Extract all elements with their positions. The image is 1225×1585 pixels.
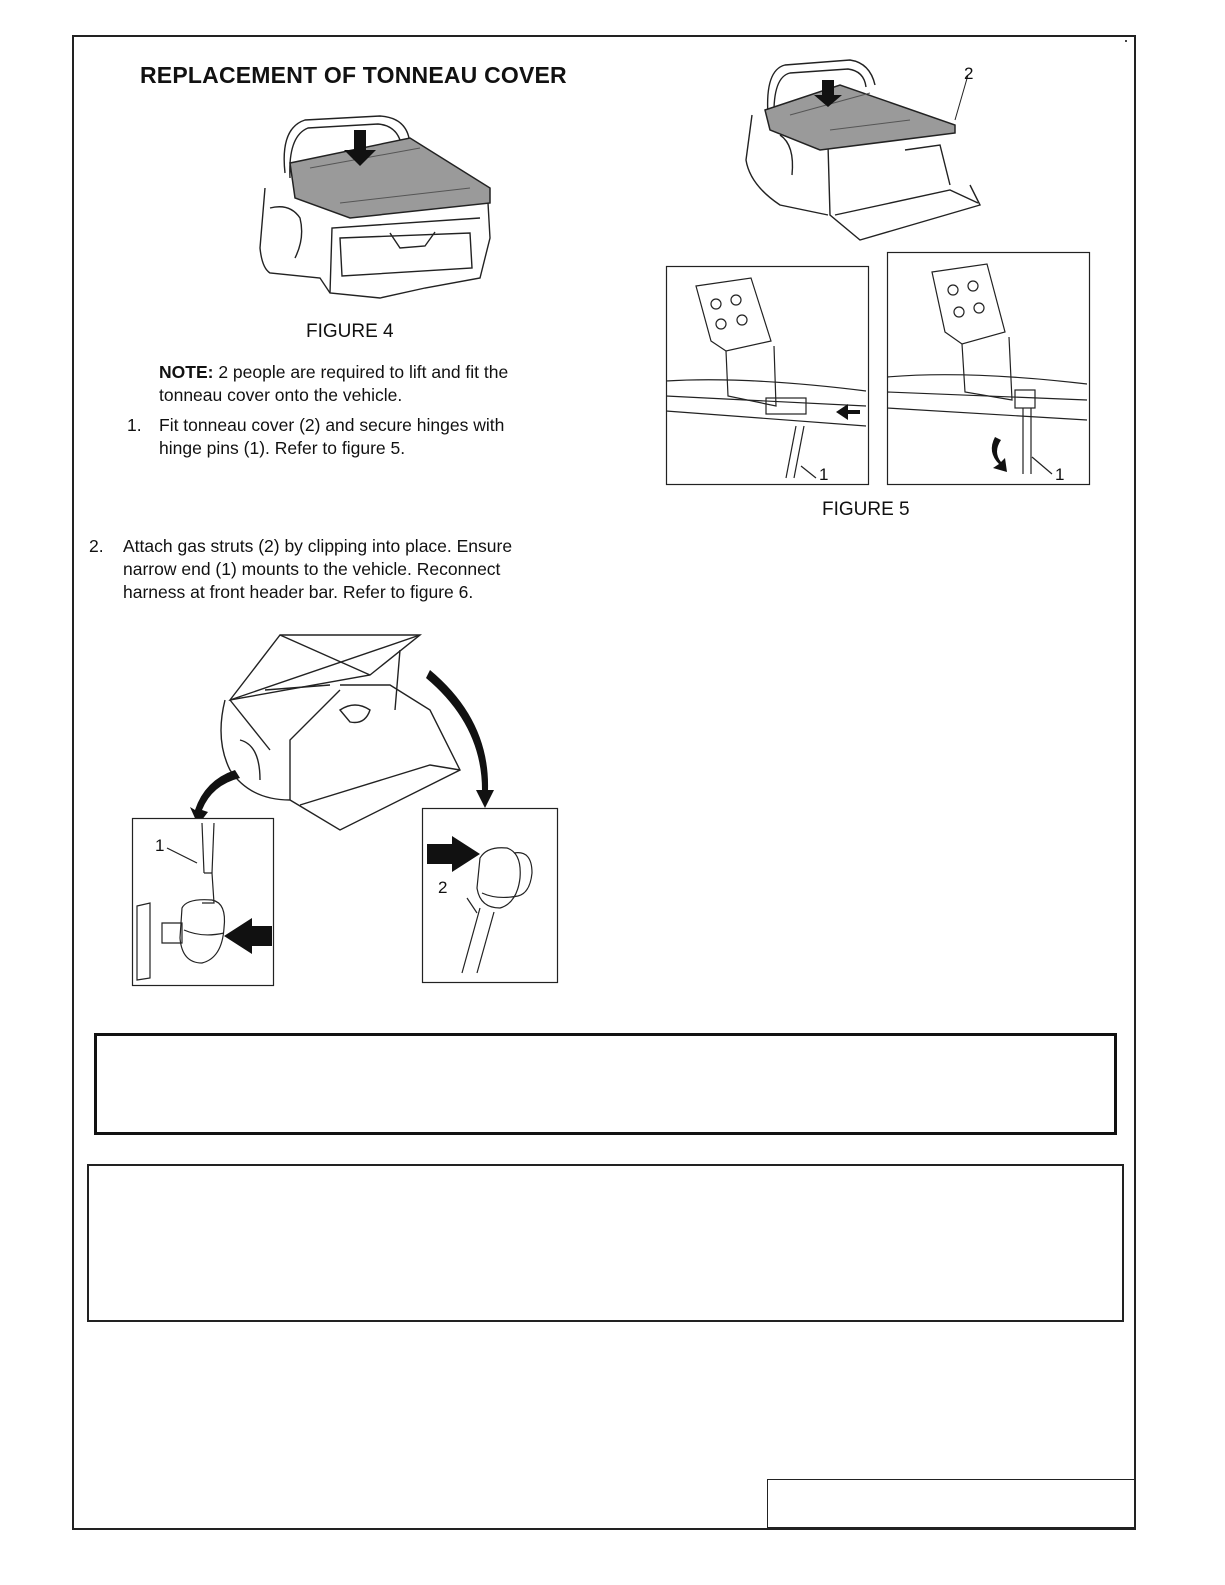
reference-box bbox=[767, 1479, 1135, 1528]
step-2 bbox=[89, 535, 599, 604]
figure-4-illustration bbox=[250, 108, 500, 303]
callout-pin-1-right: 1 bbox=[1055, 465, 1065, 484]
figure-5-left-panel bbox=[666, 266, 869, 485]
information-box bbox=[87, 1164, 1124, 1322]
callout-gas-strut-2: 2 bbox=[438, 878, 448, 897]
callout-narrow-end-1: 1 bbox=[155, 836, 165, 855]
step-2-number: 2. bbox=[89, 536, 104, 556]
corner-mark bbox=[1125, 40, 1127, 42]
figure-5-right-panel bbox=[887, 252, 1090, 485]
step-1-number: 1. bbox=[127, 415, 142, 435]
note-paragraph bbox=[159, 361, 589, 407]
callout-cover-2: 2 bbox=[964, 64, 974, 83]
note-text-line2: tonneau cover onto the vehicle. bbox=[159, 385, 403, 405]
note-label: NOTE: bbox=[159, 362, 214, 382]
step-1-line1: Fit tonneau cover (2) and secure hinges with bbox=[159, 415, 505, 435]
page-title: REPLACEMENT OF TONNEAU COVER bbox=[140, 62, 567, 88]
step-1-line2: hinge pins (1). Refer to figure 5. bbox=[159, 438, 406, 458]
callout-pin-1-left: 1 bbox=[819, 465, 829, 484]
step-2-line3: harness at front header bar. Refer to figure 6. bbox=[123, 582, 474, 602]
figure-6-left-detail bbox=[132, 818, 274, 986]
step-2-line2: narrow end (1) mounts to the vehicle. Reconnect bbox=[123, 559, 501, 579]
warning-box bbox=[94, 1033, 1117, 1135]
note-text-line1: 2 people are required to lift and fit the bbox=[213, 362, 509, 382]
figure-6-right-detail bbox=[422, 808, 558, 983]
step-1 bbox=[127, 414, 597, 460]
figure-4-caption: FIGURE 4 bbox=[306, 321, 394, 342]
step-2-line1: Attach gas struts (2) by clipping into place. Ensure bbox=[123, 536, 513, 556]
tonneau-cover-illustration bbox=[740, 55, 1000, 250]
figure-5-caption: FIGURE 5 bbox=[822, 499, 910, 520]
